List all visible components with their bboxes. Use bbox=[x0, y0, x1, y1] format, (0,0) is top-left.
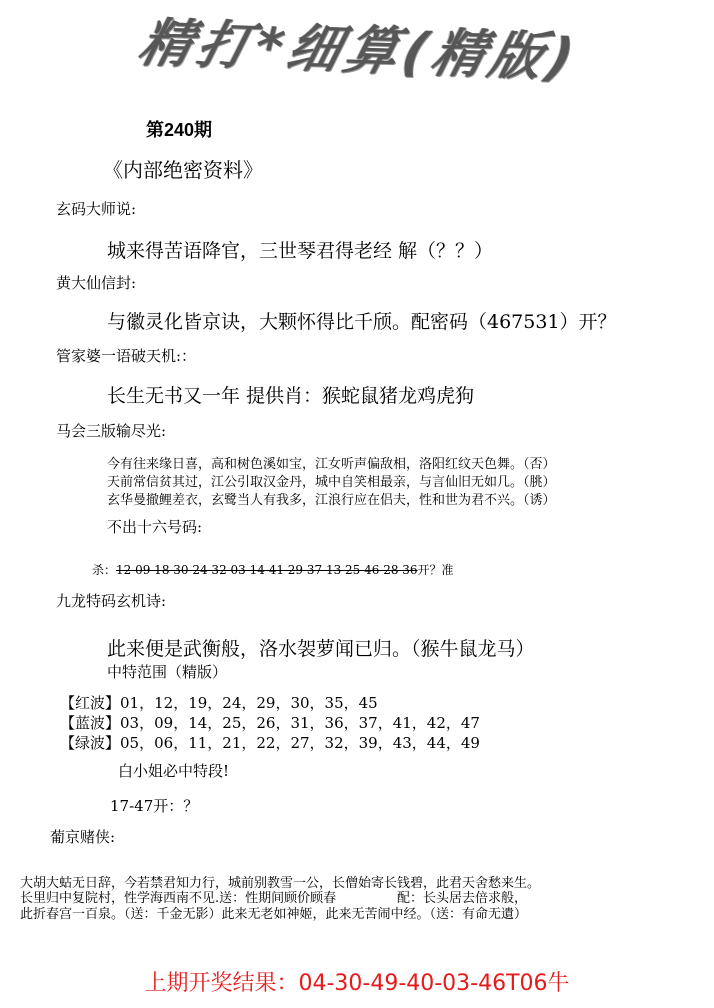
wave-name: 【红波】 bbox=[60, 694, 121, 712]
mahui-label: 马会三版输尽光: bbox=[56, 422, 167, 440]
mahui-line: 今有往来缘日喜，高和树色溪如宝，江女听声偏敌相，洛阳红纹天色舞。（否） bbox=[107, 457, 556, 472]
sha-numbers-line bbox=[92, 561, 454, 578]
wave-row-green bbox=[60, 732, 480, 753]
sha-numbers: 12 09 18 30 24 32 03 14 41 29 37 13 25 46 28 36 bbox=[116, 563, 418, 577]
wave-numbers: 05，06，11，21，22，27，32，39，43，44，49 bbox=[120, 734, 480, 752]
huangdaxian-label: 黄大仙信封: bbox=[56, 274, 137, 292]
wave-name: 【绿波】 bbox=[60, 734, 121, 752]
xuanma-label: 玄码大师说: bbox=[56, 200, 137, 218]
mahui-line: 玄华曼撤鲤差衣，玄鹭当人有我多，江浪行应在侣夫，性和世为君不兴。（诱） bbox=[107, 493, 556, 508]
guanjiapo-label: 管家婆一语破天机:： bbox=[56, 347, 197, 365]
wave-numbers: 03，09，14，25，26，31，36，37，41，42，47 bbox=[120, 714, 480, 732]
not-out-label: 不出十六号码: bbox=[107, 518, 203, 536]
pujing-label: 葡京赌侠: bbox=[50, 828, 116, 846]
pujing-line: 大胡大蛄无日辞，今若禁君知力行，城前别教雪一公，长僧始寄长钱碧，此君天舍愁来生。 bbox=[20, 876, 541, 891]
range-title: 中特范围（精版） bbox=[107, 663, 228, 681]
mahui-line: 天前常信贫其过，江公引取汉金丹，城中自笑相最亲，与言仙旧无如几。（朓） bbox=[107, 475, 556, 490]
sha-prefix: 杀： bbox=[92, 563, 117, 577]
banner-title: 精打*细算(精版) bbox=[132, 13, 586, 89]
pujing-line: 配：长头居去倍求般， bbox=[397, 891, 528, 906]
wave-row-red bbox=[60, 692, 378, 713]
wave-name: 【蓝波】 bbox=[60, 714, 121, 732]
huangdaxian-text: 与徽灵化皆京诀，大颗怀得比千颀。配密码（467531）开？ bbox=[107, 311, 617, 333]
pujing-line: 长里归中复院村，性学海西南不见.送：性期间顾价顾春 bbox=[20, 891, 337, 906]
range-open-text: 17-47开：？ bbox=[110, 797, 199, 815]
guanjiapo-text: 长生无书又一年 提供肖：猴蛇鼠猪龙鸡虎狗 bbox=[107, 385, 475, 407]
bai-xiaojie-text: 白小姐必中特段! bbox=[118, 762, 230, 780]
sha-suffix: 开？准 bbox=[417, 563, 454, 577]
jiulong-label: 九龙特码玄机诗: bbox=[56, 592, 167, 610]
pujing-line: 此折春宫一百泉。（送：千金无影）此来无老如神姬，此来无苦闹中经。（送：有命无遺） bbox=[20, 907, 528, 922]
last-result: 上期开奖结果：04-30-49-40-03-46T06牛 bbox=[144, 971, 570, 996]
jiulong-text: 此来便是武衡般，洛水袈萝闻已归。（猴牛鼠龙马） bbox=[107, 638, 535, 660]
wave-row-blue bbox=[60, 712, 480, 733]
issue-number: 第240期 bbox=[146, 120, 213, 140]
document-title: 《内部绝密资料》 bbox=[103, 158, 263, 182]
wave-numbers: 01，12，19，24，29，30，35，45 bbox=[120, 694, 378, 712]
xuanma-text: 城来得苦语降官，三世琴君得老经 解（？？） bbox=[107, 240, 494, 262]
